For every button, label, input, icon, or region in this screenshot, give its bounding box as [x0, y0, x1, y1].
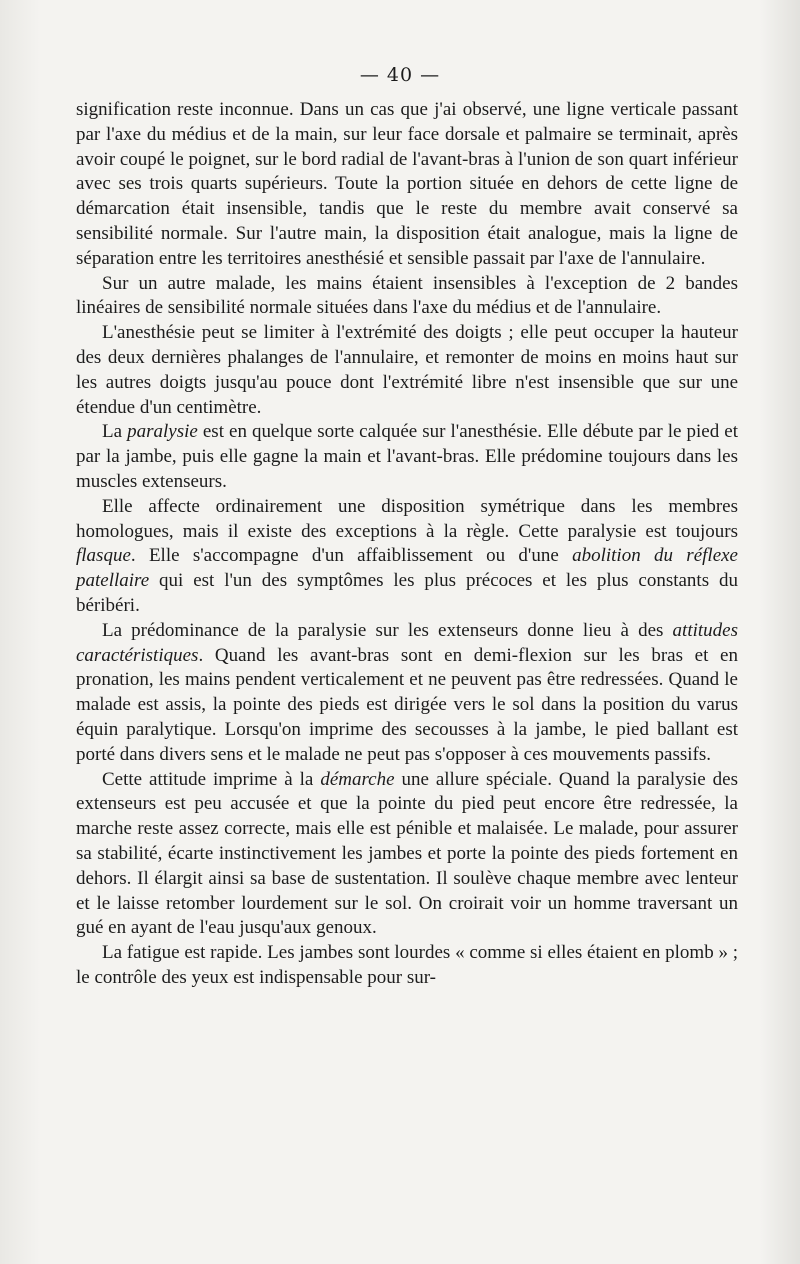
text-run: . Quand les avant-bras sont en demi-flexion sur les bras et en pronation, les mains pendent verticalement et ne peuvent pas être redressées. Quand le malade est assis, la pointe des pieds est dirigée vers le sol dans la position du varus équin paralytique. Lorsqu'on imprime des secousses à la jambe, le pied ballant est porté dans divers sens et le malade ne peut pas s'opposer à ces mouvements passifs.: [76, 644, 738, 765]
italic-text: abolition du réflexe patellaire: [76, 545, 738, 592]
text-run: Cette attitude imprime à la: [102, 768, 321, 790]
paragraph: [76, 321, 738, 420]
italic-text: flasque: [76, 545, 131, 567]
paragraph: [76, 495, 738, 619]
text-run: signification reste inconnue. Dans un cas que j'ai observé, une ligne verticale passant par l'axe du médius et de la main, sur leur face dorsale et palmaire se terminait, après avoir coupé le poignet, sur le bord radial de l'avant-bras à l'union de son quart inférieur avec ses trois quarts supérieurs. Toute la portion située en dehors de cette ligne de démarcation était insensible, tandis que le reste du membre avait conservé sa sensibilité normale. Sur l'autre main, la disposition était analogue, mais la ligne de séparation entre les territoires anesthésié et sensible passait par l'axe de l'annulaire.: [76, 99, 738, 269]
page-number: — 40 —: [359, 64, 441, 86]
text-run: La: [102, 421, 128, 443]
text-run: est en quelque sorte calquée sur l'anesthésie. Elle débute par le pied et par la jambe, puis elle gagne la main et l'avant-bras. Elle prédomine toujours dans les muscles extenseurs.: [76, 421, 738, 492]
body-text: [76, 98, 738, 991]
italic-text: attitudes caractéristiques: [76, 619, 738, 666]
text-run: L'anesthésie peut se limiter à l'extrémité des doigts ; elle peut occuper la hauteur des deux dernières phalanges de l'annulaire, et remonter de moins en moins haut sur les autres doigts jusqu'au pouce dont l'extrémité libre n'est insensible que sur une étendue d'un centimètre.: [76, 322, 738, 418]
italic-text: démarche: [320, 768, 395, 790]
paragraph: [76, 98, 738, 272]
text-run: . Elle s'accompagne d'un affaiblissement ou d'une: [130, 545, 573, 567]
paragraph: [76, 272, 738, 322]
italic-text: paralysie: [127, 421, 198, 443]
text-run: La prédominance de la paralysie sur les extenseurs donne lieu à des: [102, 619, 673, 641]
text-run: Elle affecte ordinairement une disposition symétrique dans les membres homologues, mais il existe des exceptions à la règle. Cette paralysie est toujours: [76, 495, 738, 542]
paragraph: [76, 768, 738, 942]
text-run: une allure spéciale. Quand la paralysie des extenseurs est peu accusée et que la pointe du pied peut encore être redressée, la marche reste assez correcte, mais elle est pénible et malaisée. Le malade, pour assurer sa stabilité, écarte instinctivement les jambes et porte la pointe des pieds fortement en dehors. Il élargit ainsi sa base de sustentation. Il soulève chaque membre avec lenteur et le laisse retomber lourdement sur le sol. On croirait voir un homme traversant un gué en ayant de l'eau jusqu'aux genoux.: [76, 768, 739, 939]
paragraph: [76, 420, 738, 494]
paragraph: [76, 619, 738, 768]
paragraph: [76, 941, 738, 991]
text-run: Sur un autre malade, les mains étaient insensibles à l'exception de 2 bandes linéaires de sensibilité normale situées dans l'axe du médius et de l'annulaire.: [76, 272, 738, 319]
text-run: qui est l'un des symptômes les plus précoces et les plus constants du béribéri.: [76, 570, 738, 616]
text-run: La fatigue est rapide. Les jambes sont lourdes « comme si elles étaient en plomb » ; le contrôle des yeux est indispensable pour sur-: [76, 942, 738, 988]
